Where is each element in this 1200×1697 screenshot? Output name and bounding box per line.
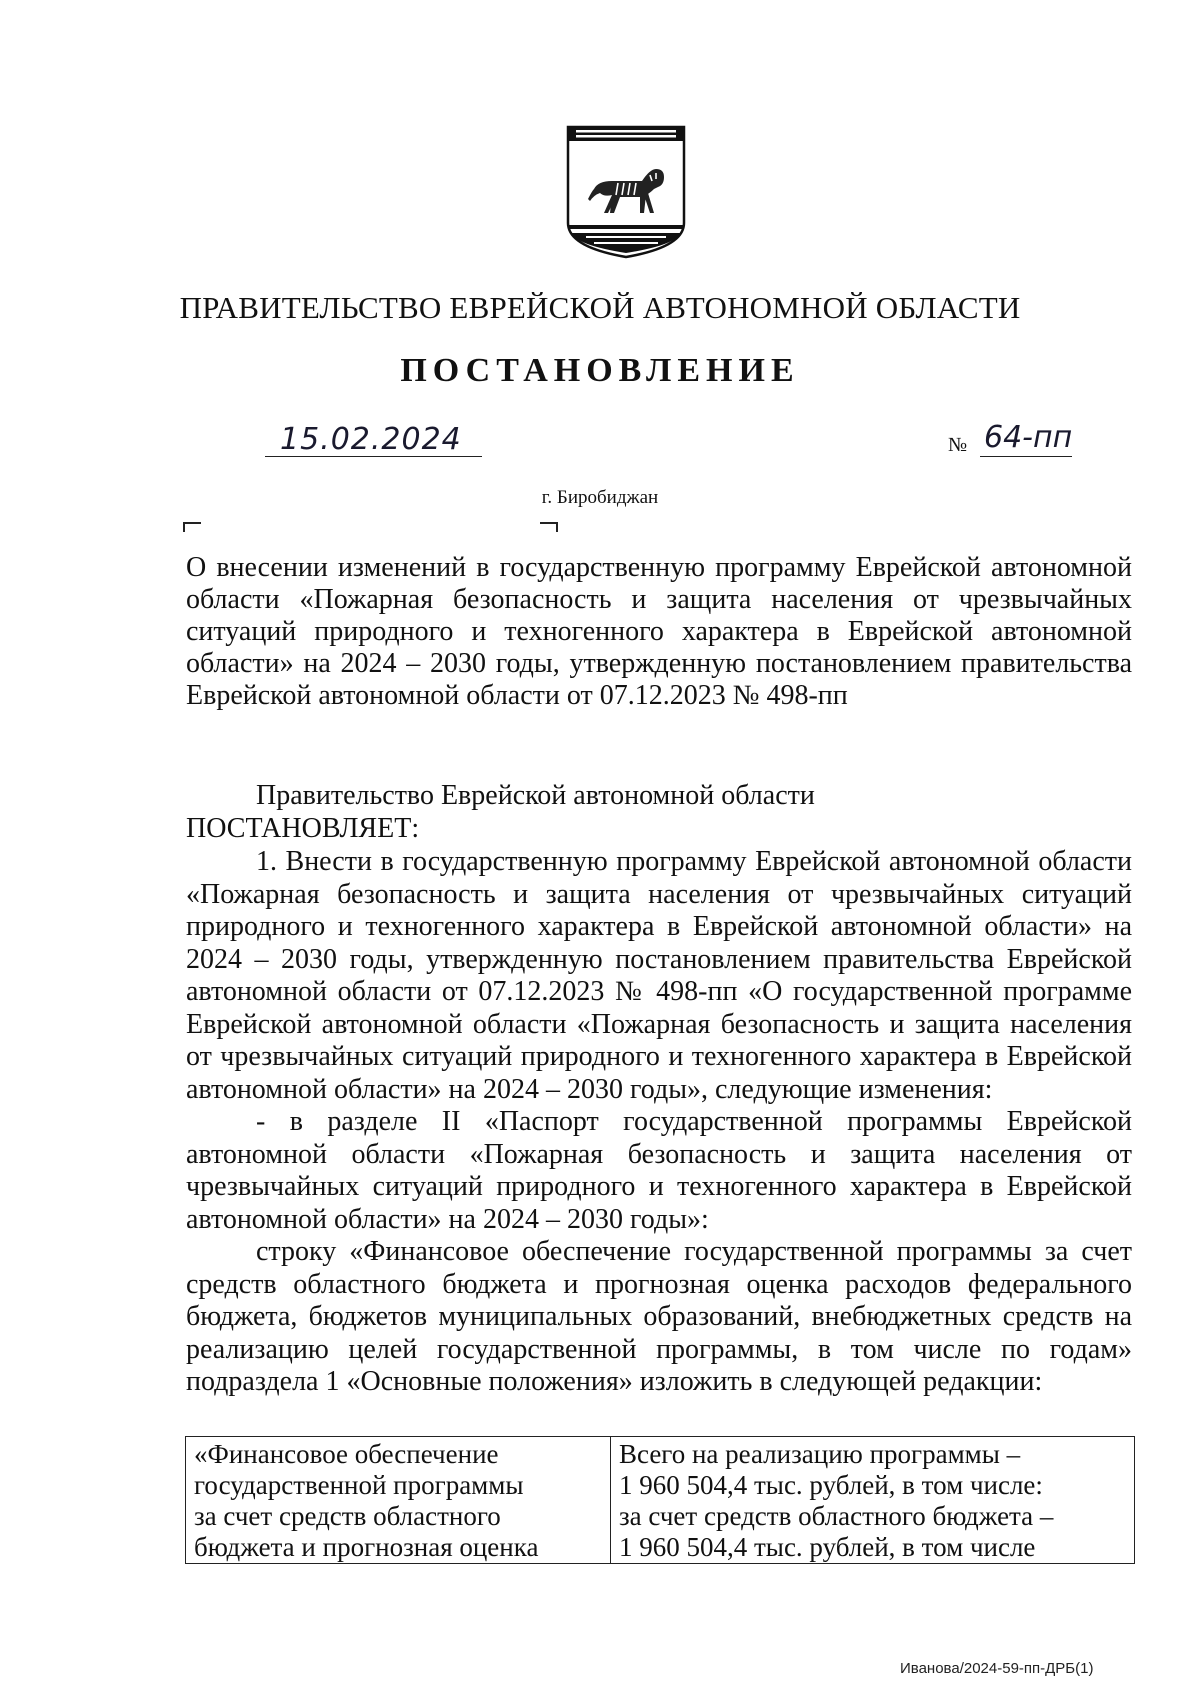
coat-of-arms-emblem bbox=[564, 125, 688, 265]
number-sign: № bbox=[948, 434, 968, 456]
table-row bbox=[186, 1437, 1135, 1564]
financing-table bbox=[185, 1436, 1135, 1564]
table-right-line: 1 960 504,4 тыс. рублей, в том числе bbox=[619, 1532, 1036, 1562]
table-right-line: Всего на реализацию программы – bbox=[619, 1439, 1021, 1469]
table-left-line: государственной программы bbox=[194, 1470, 524, 1500]
subject-corner-right bbox=[540, 522, 558, 532]
document-subject: О внесении изменений в государственную программу Еврейской автономной области «Пожарная безопасность и защита населения от чрезвычайных ситуаций природного и техногенного характера в Еврейской автономной области» на 2024 – 2030 годы, утвержденную постановлением правительства Еврейской автономной области от 07.12.2023 № 498-пп bbox=[186, 552, 1132, 711]
table-right-line: за счет средств областного бюджета – bbox=[619, 1501, 1054, 1531]
date-underline bbox=[265, 456, 482, 457]
paragraph-section-ii: - в разделе II «Паспорт государственной программы Еврейской автономной области «Пожарная безопасность и защита населения от чрезвычайных ситуаций природного и техногенного характера в Еврейской автономной области» на 2024 – 2030 годы»: bbox=[186, 1106, 1132, 1235]
resolves-line: ПОСТАНОВЛЯЕТ: bbox=[186, 813, 420, 844]
paragraph-line-change: строку «Финансовое обеспечение государственной программы за счет средств областного бюджета и прогнозная оценка расходов федерального бюджета, бюджетов муниципальных образований, внебюджетных средств на реализацию целей государственной программы, в том числе по годам» подраздела 1 «Основные положения» изложить в следующей редакции: bbox=[186, 1236, 1132, 1397]
footer-document-code: Иванова/2024-59-пп-ДРБ(1) bbox=[900, 1660, 1094, 1677]
table-left-line: бюджета и прогнозная оценка bbox=[194, 1532, 539, 1562]
table-right-line: 1 960 504,4 тыс. рублей, в том числе: bbox=[619, 1470, 1043, 1500]
organization-title: ПРАВИТЕЛЬСТВО ЕВРЕЙСКОЙ АВТОНОМНОЙ ОБЛАСТИ bbox=[179, 290, 1021, 325]
handwritten-number: 64-пп bbox=[984, 420, 1073, 455]
city-label: г. Биробиджан bbox=[541, 487, 659, 508]
table-cell-left bbox=[186, 1437, 611, 1564]
table-left-line: «Финансовое обеспечение bbox=[194, 1439, 499, 1469]
table-cell-right bbox=[611, 1437, 1135, 1564]
subject-corner-left bbox=[183, 522, 201, 532]
paragraph-item-1: 1. Внести в государственную программу Еврейской автономной области «Пожарная безопасность и защита населения от чрезвычайных ситуаций природного и техногенного характера в Еврейской автономной области» на 2024 – 2030 годы, утвержденную постановлением правительства Еврейской автономной области от 07.12.2023 № 498-пп «О государственной программе Еврейской автономной области «Пожарная безопасность и защита населения от чрезвычайных ситуаций природного и техногенного характера в Еврейской автономной области» на 2024 – 2030 годы», следующие изменения: bbox=[186, 846, 1132, 1105]
government-line: Правительство Еврейской автономной области bbox=[256, 780, 815, 811]
number-underline bbox=[980, 456, 1072, 457]
table-left-line: за счет средств областного bbox=[194, 1501, 501, 1531]
handwritten-date: 15.02.2024 bbox=[280, 422, 462, 457]
document-type-title: ПОСТАНОВЛЕНИЕ bbox=[400, 352, 800, 389]
